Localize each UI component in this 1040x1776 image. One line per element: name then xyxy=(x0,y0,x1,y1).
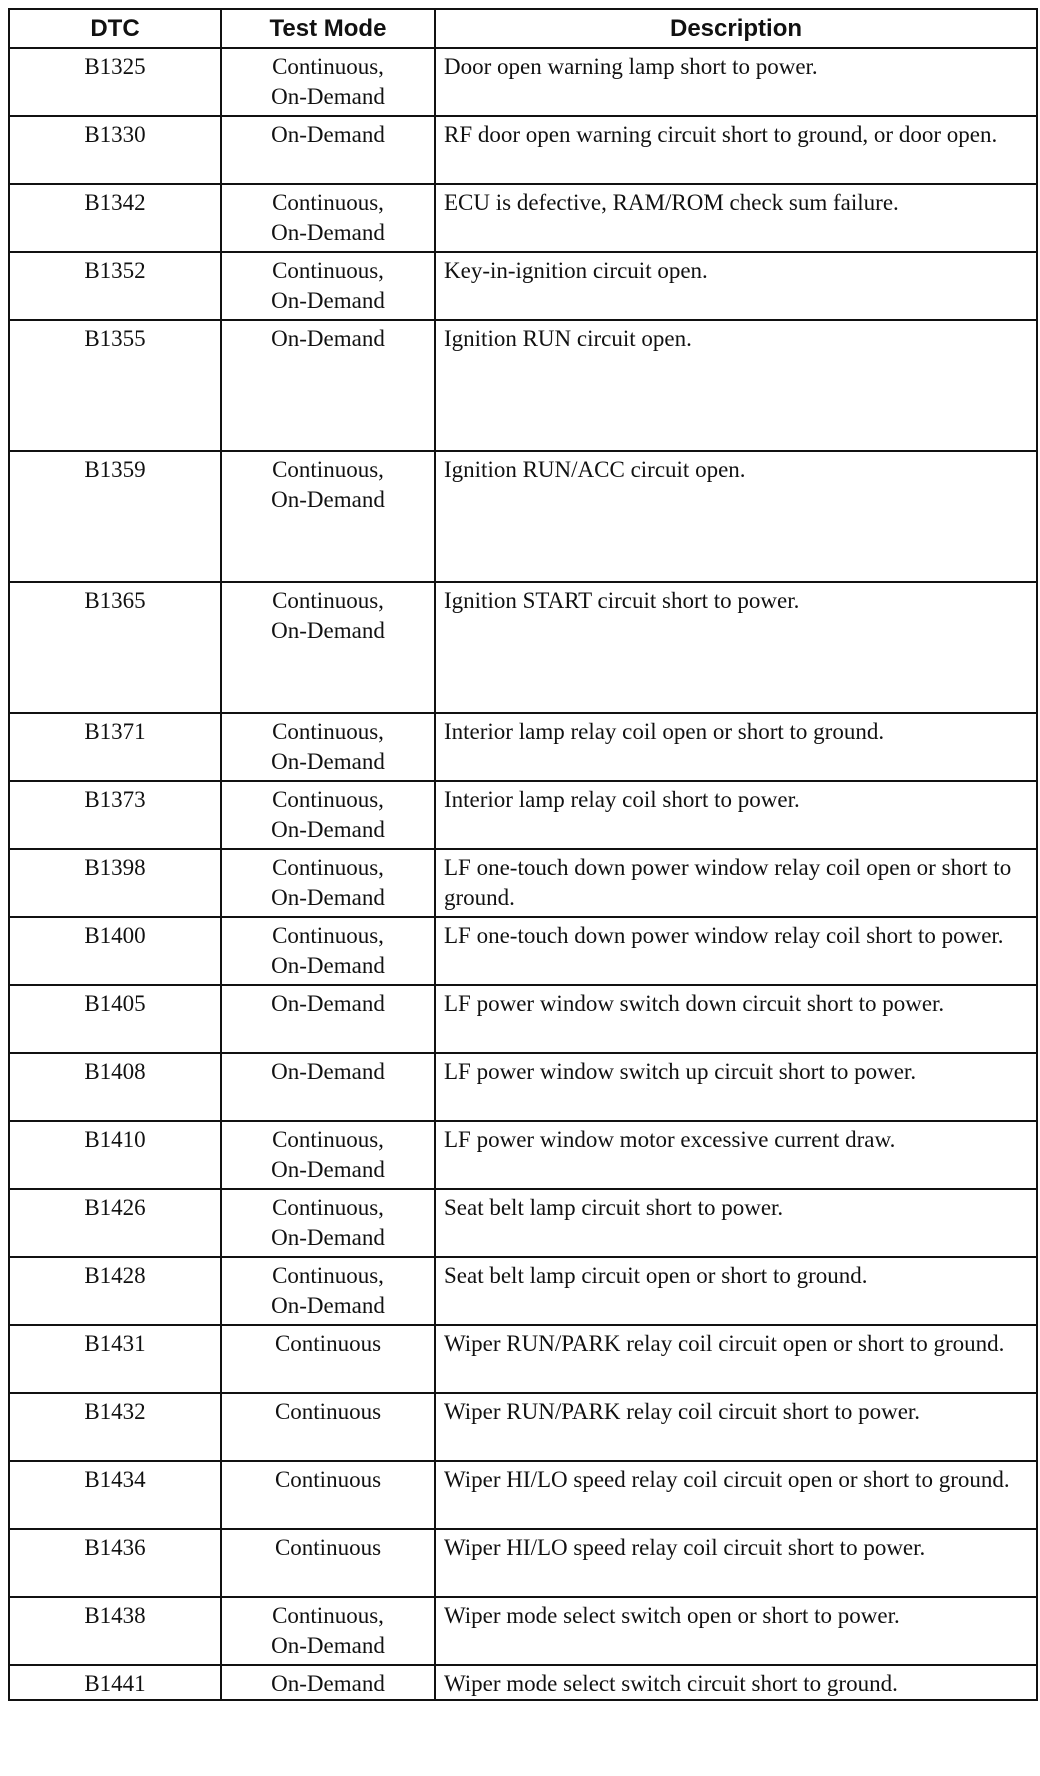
dtc-code: B1352 xyxy=(9,252,221,320)
dtc-code: B1434 xyxy=(9,1461,221,1529)
test-mode-line: On-Demand xyxy=(271,1633,385,1658)
test-mode xyxy=(221,713,435,781)
test-mode-line: On-Demand xyxy=(271,749,385,774)
table-header xyxy=(9,9,1037,48)
test-mode-line: Continuous xyxy=(274,1467,382,1492)
test-mode-line: Continuous, xyxy=(272,190,384,215)
dtc-code: B1325 xyxy=(9,48,221,116)
table-row xyxy=(9,48,1037,116)
table-row xyxy=(9,1121,1037,1189)
header-description: Description xyxy=(435,9,1037,48)
test-mode-line: On-Demand xyxy=(271,1671,385,1696)
description: Interior lamp relay coil open or short to ground. xyxy=(435,713,1037,781)
test-mode-line: On-Demand xyxy=(271,885,385,910)
description: LF power window motor excessive current draw. xyxy=(435,1121,1037,1189)
dtc-code: B1410 xyxy=(9,1121,221,1189)
test-mode xyxy=(221,1121,435,1189)
test-mode-line: Continuous, xyxy=(272,1195,384,1220)
table-row xyxy=(9,1053,1037,1121)
description: Wiper RUN/PARK relay coil circuit short to power. xyxy=(435,1393,1037,1461)
test-mode-line: Continuous xyxy=(274,1331,382,1356)
test-mode xyxy=(221,48,435,116)
test-mode xyxy=(221,1053,435,1121)
dtc-code: B1426 xyxy=(9,1189,221,1257)
test-mode-line: Continuous, xyxy=(272,1603,384,1628)
description: Wiper HI/LO speed relay coil circuit open or short to ground. xyxy=(435,1461,1037,1529)
description: LF one-touch down power window relay coil short to power. xyxy=(435,917,1037,985)
test-mode-line: Continuous, xyxy=(272,719,384,744)
table-row xyxy=(9,1597,1037,1665)
dtc-code: B1342 xyxy=(9,184,221,252)
test-mode xyxy=(221,1257,435,1325)
dtc-code: B1365 xyxy=(9,582,221,713)
table-row xyxy=(9,252,1037,320)
test-mode-line: On-Demand xyxy=(271,220,385,245)
description: Interior lamp relay coil short to power. xyxy=(435,781,1037,849)
test-mode-line: Continuous, xyxy=(272,258,384,283)
description: Ignition RUN circuit open. xyxy=(435,320,1037,451)
table-row xyxy=(9,184,1037,252)
test-mode-line: Continuous, xyxy=(272,923,384,948)
test-mode-line: Continuous, xyxy=(272,1127,384,1152)
test-mode-line: Continuous, xyxy=(272,1263,384,1288)
description: Door open warning lamp short to power. xyxy=(435,48,1037,116)
description: Wiper mode select switch open or short to power. xyxy=(435,1597,1037,1665)
table-row xyxy=(9,985,1037,1053)
test-mode xyxy=(221,116,435,184)
test-mode-line: On-Demand xyxy=(271,618,385,643)
description: LF power window switch up circuit short to power. xyxy=(435,1053,1037,1121)
header-test-mode: Test Mode xyxy=(221,9,435,48)
table-row xyxy=(9,1257,1037,1325)
test-mode xyxy=(221,252,435,320)
table-row xyxy=(9,320,1037,451)
table-body xyxy=(9,48,1037,1700)
test-mode-line: On-Demand xyxy=(271,953,385,978)
test-mode-line: On-Demand xyxy=(271,1293,385,1318)
dtc-code: B1359 xyxy=(9,451,221,582)
dtc-code: B1438 xyxy=(9,1597,221,1665)
test-mode-line: On-Demand xyxy=(271,122,385,147)
test-mode-line: On-Demand xyxy=(271,817,385,842)
test-mode xyxy=(221,1189,435,1257)
dtc-code: B1428 xyxy=(9,1257,221,1325)
table-row xyxy=(9,582,1037,713)
test-mode xyxy=(221,1461,435,1529)
test-mode-line: Continuous xyxy=(274,1399,382,1424)
test-mode-line: On-Demand xyxy=(271,1225,385,1250)
test-mode xyxy=(221,1325,435,1393)
description: LF power window switch down circuit short to power. xyxy=(435,985,1037,1053)
description: Wiper mode select switch circuit short to ground. xyxy=(435,1665,1037,1700)
test-mode-line: On-Demand xyxy=(271,326,385,351)
test-mode xyxy=(221,985,435,1053)
test-mode-line: On-Demand xyxy=(271,487,385,512)
description: Ignition START circuit short to power. xyxy=(435,582,1037,713)
document-page xyxy=(8,8,1036,1701)
dtc-code: B1371 xyxy=(9,713,221,781)
description: Key-in-ignition circuit open. xyxy=(435,252,1037,320)
test-mode xyxy=(221,451,435,582)
table-row xyxy=(9,849,1037,917)
table-row xyxy=(9,917,1037,985)
dtc-code: B1400 xyxy=(9,917,221,985)
header-dtc: DTC xyxy=(9,9,221,48)
header-row xyxy=(9,9,1037,48)
test-mode xyxy=(221,781,435,849)
description: LF one-touch down power window relay coil open or short to ground. xyxy=(435,849,1037,917)
dtc-code: B1330 xyxy=(9,116,221,184)
table-row xyxy=(9,451,1037,582)
table-row xyxy=(9,1325,1037,1393)
test-mode xyxy=(221,184,435,252)
dtc-code: B1408 xyxy=(9,1053,221,1121)
test-mode xyxy=(221,320,435,451)
description: Seat belt lamp circuit open or short to ground. xyxy=(435,1257,1037,1325)
test-mode xyxy=(221,849,435,917)
test-mode-line: Continuous, xyxy=(272,457,384,482)
description: Seat belt lamp circuit short to power. xyxy=(435,1189,1037,1257)
dtc-code: B1431 xyxy=(9,1325,221,1393)
test-mode xyxy=(221,1665,435,1700)
dtc-table xyxy=(8,8,1038,1701)
test-mode-line: Continuous, xyxy=(272,787,384,812)
description: RF door open warning circuit short to ground, or door open. xyxy=(435,116,1037,184)
table-row xyxy=(9,1393,1037,1461)
test-mode xyxy=(221,1529,435,1597)
dtc-code: B1432 xyxy=(9,1393,221,1461)
description: Wiper HI/LO speed relay coil circuit short to power. xyxy=(435,1529,1037,1597)
test-mode-line: On-Demand xyxy=(271,1157,385,1182)
test-mode-line: Continuous, xyxy=(272,54,384,79)
test-mode-line: On-Demand xyxy=(271,991,385,1016)
test-mode xyxy=(221,582,435,713)
description: Wiper RUN/PARK relay coil circuit open or short to ground. xyxy=(435,1325,1037,1393)
test-mode xyxy=(221,1597,435,1665)
table-row xyxy=(9,781,1037,849)
table-row xyxy=(9,1665,1037,1700)
test-mode-line: On-Demand xyxy=(271,1059,385,1084)
table-row xyxy=(9,1529,1037,1597)
test-mode-line: On-Demand xyxy=(271,84,385,109)
dtc-code: B1405 xyxy=(9,985,221,1053)
table-row xyxy=(9,1189,1037,1257)
table-row xyxy=(9,1461,1037,1529)
dtc-code: B1355 xyxy=(9,320,221,451)
dtc-code: B1398 xyxy=(9,849,221,917)
table-row xyxy=(9,713,1037,781)
test-mode-line: Continuous, xyxy=(272,588,384,613)
table-row xyxy=(9,116,1037,184)
dtc-code: B1441 xyxy=(9,1665,221,1700)
test-mode xyxy=(221,1393,435,1461)
test-mode-line: Continuous xyxy=(274,1535,382,1560)
description: Ignition RUN/ACC circuit open. xyxy=(435,451,1037,582)
dtc-code: B1373 xyxy=(9,781,221,849)
dtc-code: B1436 xyxy=(9,1529,221,1597)
test-mode-line: Continuous, xyxy=(272,855,384,880)
test-mode-line: On-Demand xyxy=(271,288,385,313)
description: ECU is defective, RAM/ROM check sum failure. xyxy=(435,184,1037,252)
test-mode xyxy=(221,917,435,985)
